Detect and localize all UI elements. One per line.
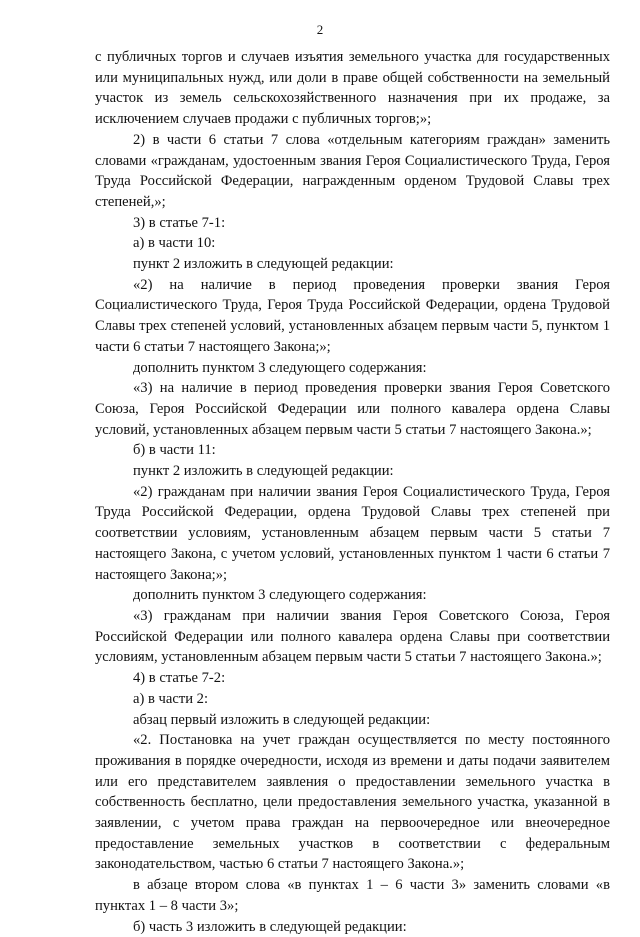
document-body xyxy=(95,47,610,937)
paragraph: «2) на наличие в период проведения проверки звания Героя Социалистического Труда, Героя Труда Российской Федерации, ордена Трудовой Славы трех степеней условий, установленных абзацем первым части 5, пунктом 1 части 6 статьи 7 настоящего Закона;»; xyxy=(95,276,610,355)
paragraph: дополнить пунктом 3 следующего содержания: xyxy=(133,359,427,376)
paragraph: пункт 2 изложить в следующей редакции: xyxy=(133,463,394,480)
paragraph: «3) на наличие в период проведения проверки звания Героя Советского Союза, Героя Российской Федерации или полного кавалера ордена Славы условий, установленных абзацем первым части 5 статьи 7 настоящего Закона.»; xyxy=(95,380,610,438)
paragraph: с публичных торгов и случаев изъятия земельного участка для государственных или муниципальных нужд, или доли в праве общей собственности на земельный участок из земель сельскохозяйственного назначения при их продаже, за исключением случаев продажи с публичных торгов;»; xyxy=(95,49,610,128)
paragraph: в абзаце втором слова «в пунктах 1 – 6 части 3» заменить словами «в пунктах 1 – 8 части 3»; xyxy=(95,877,610,914)
paragraph: дополнить пунктом 3 следующего содержания: xyxy=(133,587,427,604)
paragraph: а) в части 10: xyxy=(133,235,216,252)
paragraph: б) в части 11: xyxy=(133,442,216,459)
paragraph: «2. Постановка на учет граждан осуществляется по месту постоянного проживания в порядке очередности, исходя из времени и даты подачи заявителем или его представителем заявления о предоставлении земельного участка в собственность бесплатно, цели предоставления земельного участка, указанной в заявлении, с учетом права граждан на первоочередное или внеочередное предоставление земельных участков в соответствии с федеральным законодательством, частью 6 статьи 7 настоящего Закона.»; xyxy=(95,732,610,873)
paragraph: 2) в части 6 статьи 7 слова «отдельным категориям граждан» заменить словами «гражданам, удостоенным звания Героя Социалистического Труда, Героя Труда Российской Федерации, награжденным орденом Трудовой Славы трех степеней,»; xyxy=(95,131,610,210)
page-number: 2 xyxy=(316,22,324,37)
paragraph: а) в части 2: xyxy=(133,690,209,707)
paragraph: 4) в статье 7-2: xyxy=(133,670,226,687)
paragraph: 3) в статье 7-1: xyxy=(133,214,226,231)
paragraph: пункт 2 изложить в следующей редакции: xyxy=(133,256,394,273)
paragraph: «2) гражданам при наличии звания Героя Социалистического Труда, Героя Труда Российской Федерации, ордена Трудовой Славы трех степеней при соответствии условиям, установленным абзацем первым части 5 статьи 7 настоящего Закона, с учетом условий, установленных пунктом 1 части 6 статьи 7 настоящего Закона;»; xyxy=(95,483,610,583)
paragraph: «3) гражданам при наличии звания Героя Советского Союза, Героя Российской Федерации или полного кавалера ордена Славы при соответствии условиям, установленным абзацем первым части 5 статьи 7 настоящего Закона.»; xyxy=(95,607,610,666)
paragraph: б) часть 3 изложить в следующей редакции: xyxy=(133,918,407,935)
paragraph: абзац первый изложить в следующей редакции: xyxy=(133,711,431,728)
